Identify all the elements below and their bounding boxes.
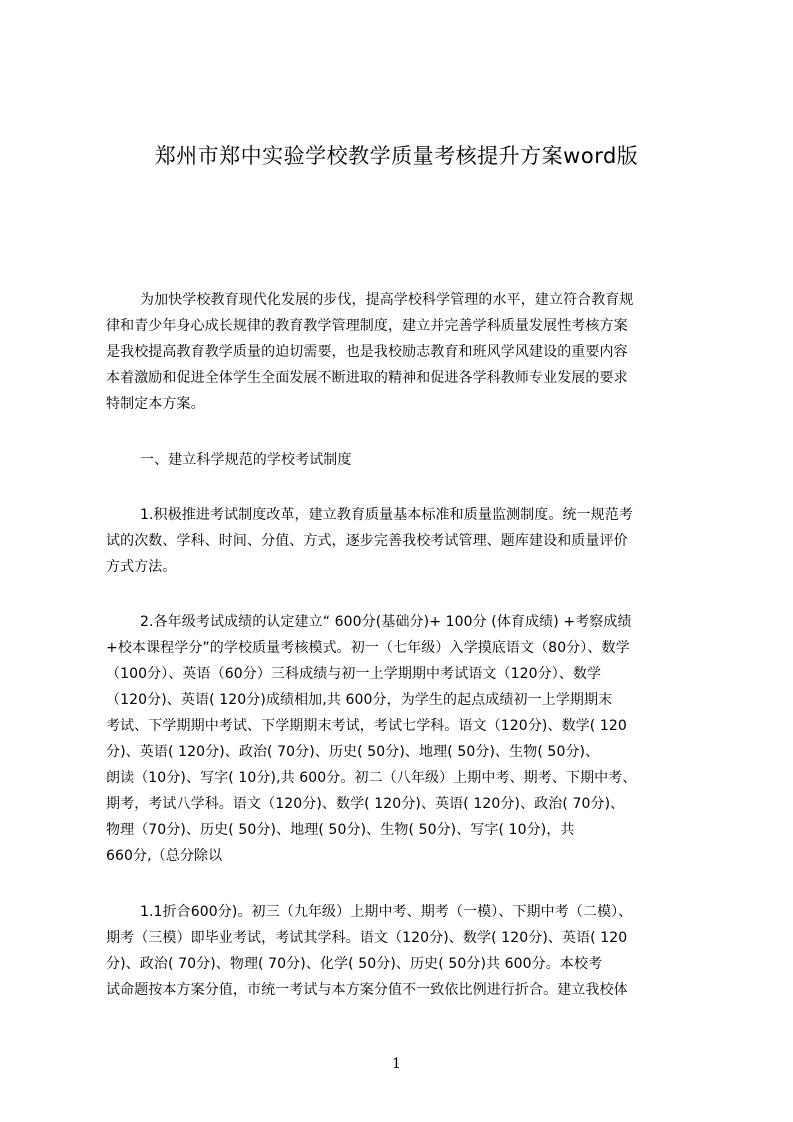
item3-line: 期考（三模）即毕业考试，考试其学科。语文（120分)、数学( 120分)、英语( 120: [106, 930, 628, 946]
item3-line: 1.1折合600分)。初三（九年级）上期中考、期考（一模）、下期中考（二模）、: [140, 904, 633, 920]
item2-line: 考试、下学期期中考试、下学期期末考试，考试七学科。语文（120分)、数学( 120: [106, 718, 627, 734]
intro-line: 是我校提高教育教学质量的迫切需要，也是我校励志教育和班风学风建设的重要内容: [106, 344, 628, 360]
intro-line: 本着激励和促进全体学生全面发展不断进取的精神和促进各学科教师专业发展的要求: [106, 370, 628, 386]
item1-line: 试的次数、学科、时间、分值、方式，逐步完善我校考试管理、题库建设和质量评价: [106, 533, 628, 549]
item1-line: 方式方法。: [106, 559, 177, 575]
item2-line: +校本课程学分”的学校质量考核模式。初一（七年级）入学摸底语文（80分）、数学: [106, 640, 630, 656]
item1-line: 1.积极推进考试制度改革，建立教育质量基本标准和质量监测制度。统一规范考: [140, 507, 633, 523]
intro-line: 特制定本方案。: [106, 396, 205, 412]
item2-line: 期考，考试八学科。语文（120分)、数学( 120分)、英语( 120分)、政治( 70分)、: [106, 796, 625, 812]
item3-line: 试命题按本方案分值，市统一考试与本方案分值不一致依比例进行折合。建立我校体: [106, 982, 628, 998]
item2-line: 物理（70分)、历史( 50分)、地理( 50分)、生物( 50分)、写字( 10分)，共: [106, 822, 575, 838]
page-number: 1: [392, 1056, 401, 1072]
item3-line: 分)、政治( 70分)、物理( 70分)、化学( 50分)、历史( 50分)共 600分。本校考: [106, 956, 603, 972]
item2-line: 660分,（总分除以: [106, 848, 223, 864]
item2-line: 朗读（10分)、写字( 10分),共 600分。初二（八年级）上期中考、期考、下期中考、: [106, 770, 637, 786]
section-heading: 一、建立科学规范的学校考试制度: [140, 452, 352, 468]
intro-line: 律和青少年身心成长规律的教育教学管理制度，建立并完善学科质量发展性考核方案: [106, 318, 628, 334]
item2-line: 2.各年级考试成绩的认定建立“ 600分(基础分)+ 100分 (体育成绩) +考察成绩: [140, 614, 632, 630]
document-title: 郑州市郑中实验学校教学质量考核提升方案word版: [154, 144, 639, 168]
item2-line: 分)、英语( 120分)、政治( 70分)、历史( 50分)、地理( 50分)、生物( 50分)、: [106, 744, 600, 760]
item2-line: （100分）、英语（60分）三科成绩与初一上学期期中考试语文（120分）、数学: [106, 666, 602, 682]
intro-line: 为加快学校教育现代化发展的步伐，提高学校科学管理的水平，建立符合教育规: [140, 292, 634, 308]
item2-line: （120分)、英语( 120分)成绩相加,共 600分，为学生的起点成绩初一上学期期末: [106, 692, 613, 708]
